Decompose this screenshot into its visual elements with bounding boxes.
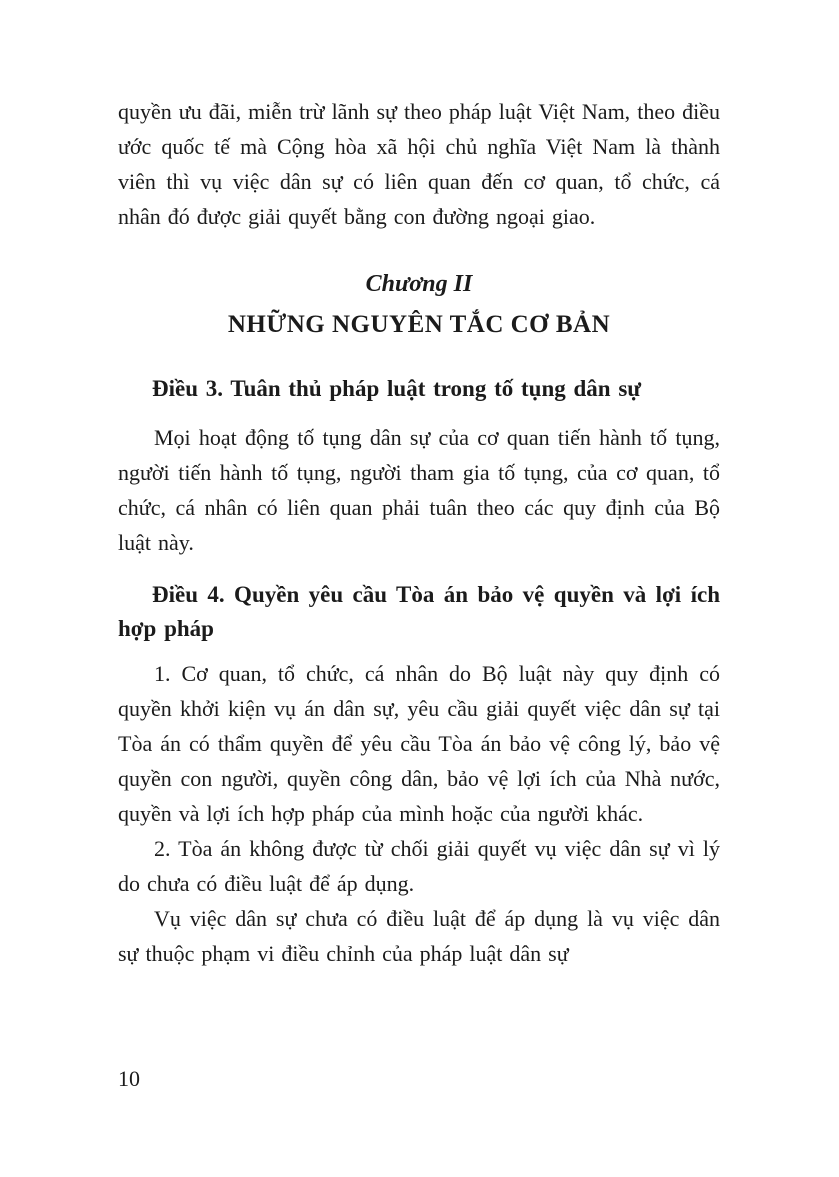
page-number: 10 <box>118 1066 140 1091</box>
article-4-paragraph-1: 1. Cơ quan, tổ chức, cá nhân do Bộ luật này quy định có quyền khởi kiện vụ án dân sự, yêu cầu giải quyết việc dân sự tại Tòa án có thẩm quyền để yêu cầu Tòa án bảo vệ công lý, bảo vệ quyền con người, quyền công dân, bảo vệ lợi ích của Nhà nước, quyền và lợi ích hợp pháp của mình hoặc của người khác. <box>118 661 720 826</box>
chapter-heading-block <box>118 264 720 346</box>
chapter-label: Chương II <box>365 271 473 297</box>
article-4-paragraph-3: Vụ việc dân sự chưa có điều luật để áp dụng là vụ việc dân sự thuộc phạm vi điều chỉnh của pháp luật dân sự <box>118 906 720 966</box>
continuation-paragraph: quyền ưu đãi, miễn trừ lãnh sự theo pháp luật Việt Nam, theo điều ước quốc tế mà Cộng hòa xã hội chủ nghĩa Việt Nam là thành viên thì vụ việc dân sự có liên quan đến cơ quan, tổ chức, cá nhân đó được giải quyết bằng con đường ngoại giao. <box>118 99 720 229</box>
chapter-title: NHỮNG NGUYÊN TẮC CƠ BẢN <box>227 311 611 338</box>
article-4-heading: Điều 4. Quyền yêu cầu Tòa án bảo vệ quyền và lợi ích hợp pháp <box>118 582 720 641</box>
article-4-paragraph-2: 2. Tòa án không được từ chối giải quyết vụ việc dân sự vì lý do chưa có điều luật để áp dụng. <box>118 836 720 896</box>
article-3-heading: Điều 3. Tuân thủ pháp luật trong tố tụng dân sự <box>152 376 642 401</box>
page-content <box>118 94 720 971</box>
article-3-paragraph: Mọi hoạt động tố tụng dân sự của cơ quan tiến hành tố tụng, người tiến hành tố tụng, người tham gia tố tụng, của cơ quan, tổ chức, cá nhân có liên quan phải tuân theo các quy định của Bộ luật này. <box>118 425 720 555</box>
